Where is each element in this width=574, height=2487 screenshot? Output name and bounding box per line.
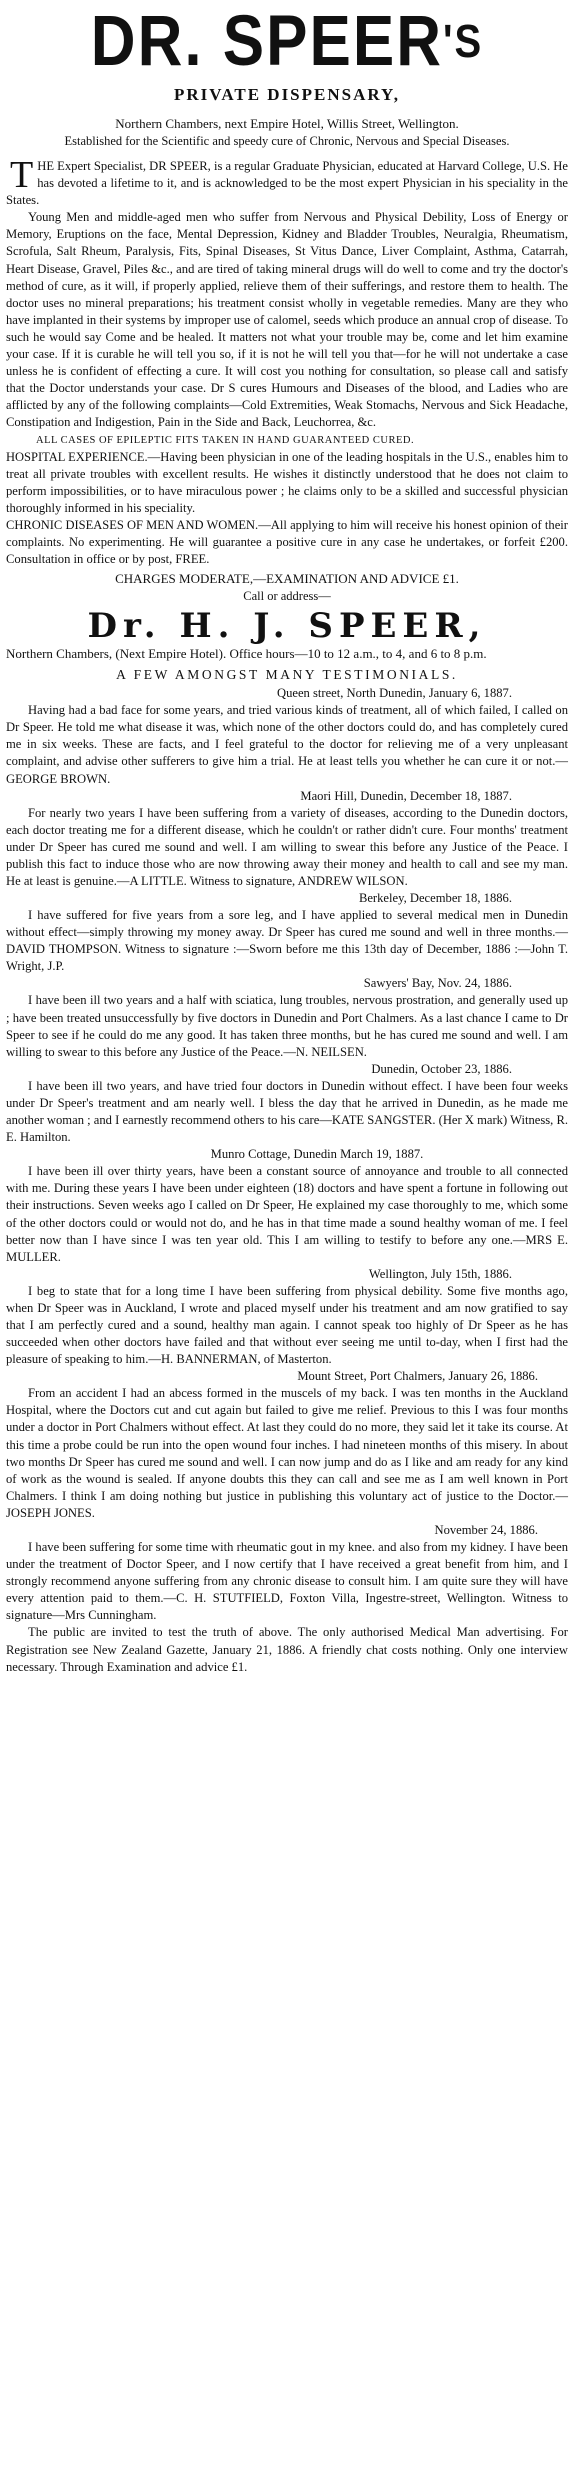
dispensary-address: Northern Chambers, next Empire Hotel, Willis Street, Wellington. xyxy=(115,116,459,131)
testimonial-location: Wellington, July 15th, 1886. xyxy=(368,1266,512,1281)
charges-line: CHARGES MODERATE,—EXAMINATION AND ADVICE £1. xyxy=(115,571,459,587)
testimonial-text: I have been ill over thirty years, have been a constant source of annoyance and trouble to all connected with me. During these years I have been under eighteen (18) doctors and have spent a fortune in following out their instructions. Seven weeks ago I called on Dr Speer, He explained my case thoroughly to me, which some of the other doctors could or would not do, and he has in that time made a sound healthy woman of me. I feel better now than I have since I was ten year old. This I am willing to testify to before any one.—MRS E. MULLER. xyxy=(6,1164,568,1264)
testimonial-text: I have been suffering for some time with rheumatic gout in my knee. and also from my kidney. I have been under the treatment of Doctor Speer, and I now certify that I have received a great benefit from him, and I strongly recommend anyone suffering from any chronic disease to consult him. I am quite sure they will have every attention paid to them.—C. H. STUTFIELD, Foxton Villa, Ingestre-street, Wellington. Witness to signature—Mrs Cunningham. xyxy=(6,1540,568,1623)
testimonial-location: Sawyers' Bay, Nov. 24, 1886. xyxy=(363,976,512,991)
testimonial-text: I have suffered for five years from a sore leg, and I have applied to several medical men in Dunedin without effect—simply throwing my money away. Dr Speer has cured me sound and well in three months.—DAVID THOMPSON. Witness to signature :—Sworn before me this 13th day of December, 1886 :—John T. Wright, J.P. xyxy=(6,908,568,974)
hospital-text: —Having been physician in one of the leading hospitals in the U.S., enables him to treat all private troubles with excellent results. He wishes it distinctly understood that he does not claim to perform impossibilities, or to have miraculous power ; he claims only to be a skilled and successful physician thoroughly informed in his speciality. xyxy=(6,449,568,515)
established-line: Established for the Scientific and speedy cure of Chronic, Nervous and Special Diseases. xyxy=(64,134,510,148)
closing-paragraph: The public are invited to test the truth of above. The only authorised Medical Man advertising. For Registration see New Zealand Gazette, January 21, 1886. A friendly chat costs nothing. Only one interview necessary. Through Examination and advice £1. xyxy=(6,1625,568,1674)
testimonial-text: For nearly two years I have been suffering from a variety of diseases, according to the Dunedin doctors, each doctor treating me for a different disease, which he couldn't or rather didn't cure. Four months' treatment under Dr Speer has cured me sound and well. I am willing to swear this before any Justice of the Peace. I publish this fact to induce those who are now throwing away their money and health to call and see my man. He at least is genuine.—A LITTLE. Witness to signature, ANDREW WILSON. xyxy=(6,805,568,888)
testimonial-location: Dunedin, October 23, 1886. xyxy=(371,1061,512,1076)
testimonial-location: Munro Cottage, Dunedin March 19, 1887. xyxy=(210,1147,424,1162)
dispensary-subtitle: PRIVATE DISPENSARY, xyxy=(173,85,401,104)
chronic-text: —All applying to him will receive his honest opinion of their complaints. No experimenting. He will guarantee a positive cure in any case he undertakes, or forfeit £200. Consultation in office or by post, FREE. xyxy=(6,517,569,567)
chronic-diseases xyxy=(0,517,574,568)
testimonial-location: Queen street, North Dunedin, January 6, 1887. xyxy=(276,686,512,701)
title-main: DR. SPEER xyxy=(90,1,443,82)
hospital-heading: HOSPITAL EXPERIENCE. xyxy=(6,449,148,464)
testimonial-text: I have been ill two years, and have tried four doctors in Dunedin without effect. I have been four weeks under Dr Speer's treatment and am nearly well. I bless the day that he arrived in Dunedin, as he made me another woman ; and I earnestly recommend others to his care—KATE SANGSTER. (Her X mark) Witness, R. E. Hamilton. xyxy=(6,1078,568,1145)
testimonial-location: November 24, 1886. xyxy=(434,1523,538,1537)
testimonial-text: From an accident I had an abcess formed in the muscels of my back. I was ten months in the Auckland Hospital, where the Doctors cut and cut again but failed to give me relief. Previous to this I was four months under a doctor in Port Chalmers without effect. At last they could do no more, they said let it take its course. At this time a probe could be run into the open wound four inches. I had nineteen months of this misery. In about two months Dr Speer has cured me sound and well. I can now jump and do as I like and am ready for any kind of work as the wound is sealed. If anyone doubts this they can call and see me as I am well known in Port Chalmers. I think I am doing nothing but justice in publishing this voluntary act of justice to the Doctor.—JOSEPH JONES. xyxy=(6,1386,568,1520)
conditions-paragraph: Young Men and middle-aged men who suffer from Nervous and Physical Debility, Loss of Energy or Memory, Eruptions on the face, Mental Depression, Kidney and Bladder Troubles, Neuralgia, Rheumatism, Scrofula, Salt Rheum, Paralysis, Fits, Spinal Diseases, St Vitus Dance, Liver Complaint, Asthma, Catarrah, Heart Disease, Gravel, Piles &c., and are tired of taking mineral drugs will do well to come and try the doctor's method of cure, as it will, if properly applied, relieve them of their sufferings, and restore them to health. The doctor uses no mineral preparations; his treatment consist wholly in vegetable remedies. Many are they who have implanted in their systems by improper use of calomel, seeds which produce an annual crop of disease. To such he would say Come and be healed. It matters not what your trouble may be, come and let him examine your case. If it is curable he will tell you so, if it is not he will tell you that—for he will not undertake a case unless he is confident of effecting a cure. It will cost you nothing for consultation, so please call and satisfy that the Doctor understands your case. Dr S cures Humours and Diseases of the blood, and Ladies who are afflicted by any of the following complaints—Cold Extremities, Weak Stomachs, Nervous and Sick Headache, Constipation and Indigestion, Pain in the Side and Back, Leuchorrea, &c. xyxy=(6,210,568,430)
testimonial-location: Maori Hill, Dunedin, December 18, 1887. xyxy=(300,788,512,803)
testimonial-text: Having had a bad face for some years, and tried various kinds of treatment, all of which failed, I called on Dr Speer. He told me what disease it was, which none of the other doctors could do, and has completely cured me in six weeks. These are facts, and I feel grateful to the doctor for relieving me of a very unpleasant complaint, and advise other sufferers to give him a trial. He at least tells you whether he can cure it or not.—GEORGE BROWN. xyxy=(6,703,568,786)
chronic-heading: CHRONIC DISEASES OF MEN AND WOMEN. xyxy=(6,517,259,532)
testimonial-location: Berkeley, December 18, 1886. xyxy=(358,891,512,906)
call-address-line: Call or address— xyxy=(243,589,331,604)
doctor-name-heading: Dr. H. J. SPEER, xyxy=(87,606,487,647)
intro-paragraph xyxy=(0,154,574,209)
testimonial-text: I beg to state that for a long time I have been suffering from physical debility. Some five months ago, when Dr Speer was in Auckland, I wrote and placed myself under his treatment and am now gratified to say that I am perfectly cured and a sound, healthy man again. I cannot speak too highly of Dr Speer as he has succeeded when other doctors have failed and that without ever seeing me until to-day, when I first had the pleasure of speaking to him.—H. BANNERMAN, of Masterton. xyxy=(6,1283,568,1367)
testimonial-location: Mount Street, Port Chalmers, January 26, 1886. xyxy=(297,1369,538,1384)
testimonial-text: I have been ill two years and a half with sciatica, lung troubles, nervous prostration, and generally used up ; have been treated unsuccessfully by five doctors in Dunedin and Port Chalmers. As a last chance I came to Dr Speer to see if he could do me any good. It has taken three months, but he has cured me sound and well. I am willing to swear to this before any Justice of the Peace.—N. NEILSEN. xyxy=(6,993,568,1059)
title-apostrophe-s: 'S xyxy=(443,16,484,68)
intro-text: HE Expert Specialist, DR SPEER, is a regular Graduate Physician, educated at Harvard College, U.S. He has devoted a lifetime to it, and is acknowledged to be the most expert Physician in his speciality in the States. xyxy=(6,159,568,208)
drop-cap: T xyxy=(10,154,34,196)
office-hours: Northern Chambers, (Next Empire Hotel). Office hours—10 to 12 a.m., to 4, and 6 to 8 p.m. xyxy=(6,646,487,662)
testimonials-heading: A FEW AMONGST MANY TESTIMONIALS. xyxy=(116,667,458,683)
epileptic-guarantee: ALL CASES OF EPILEPTIC FITS TAKEN IN HAND GUARANTEED CURED. xyxy=(36,434,415,446)
advert-title xyxy=(0,1,574,82)
hospital-experience xyxy=(0,449,574,517)
